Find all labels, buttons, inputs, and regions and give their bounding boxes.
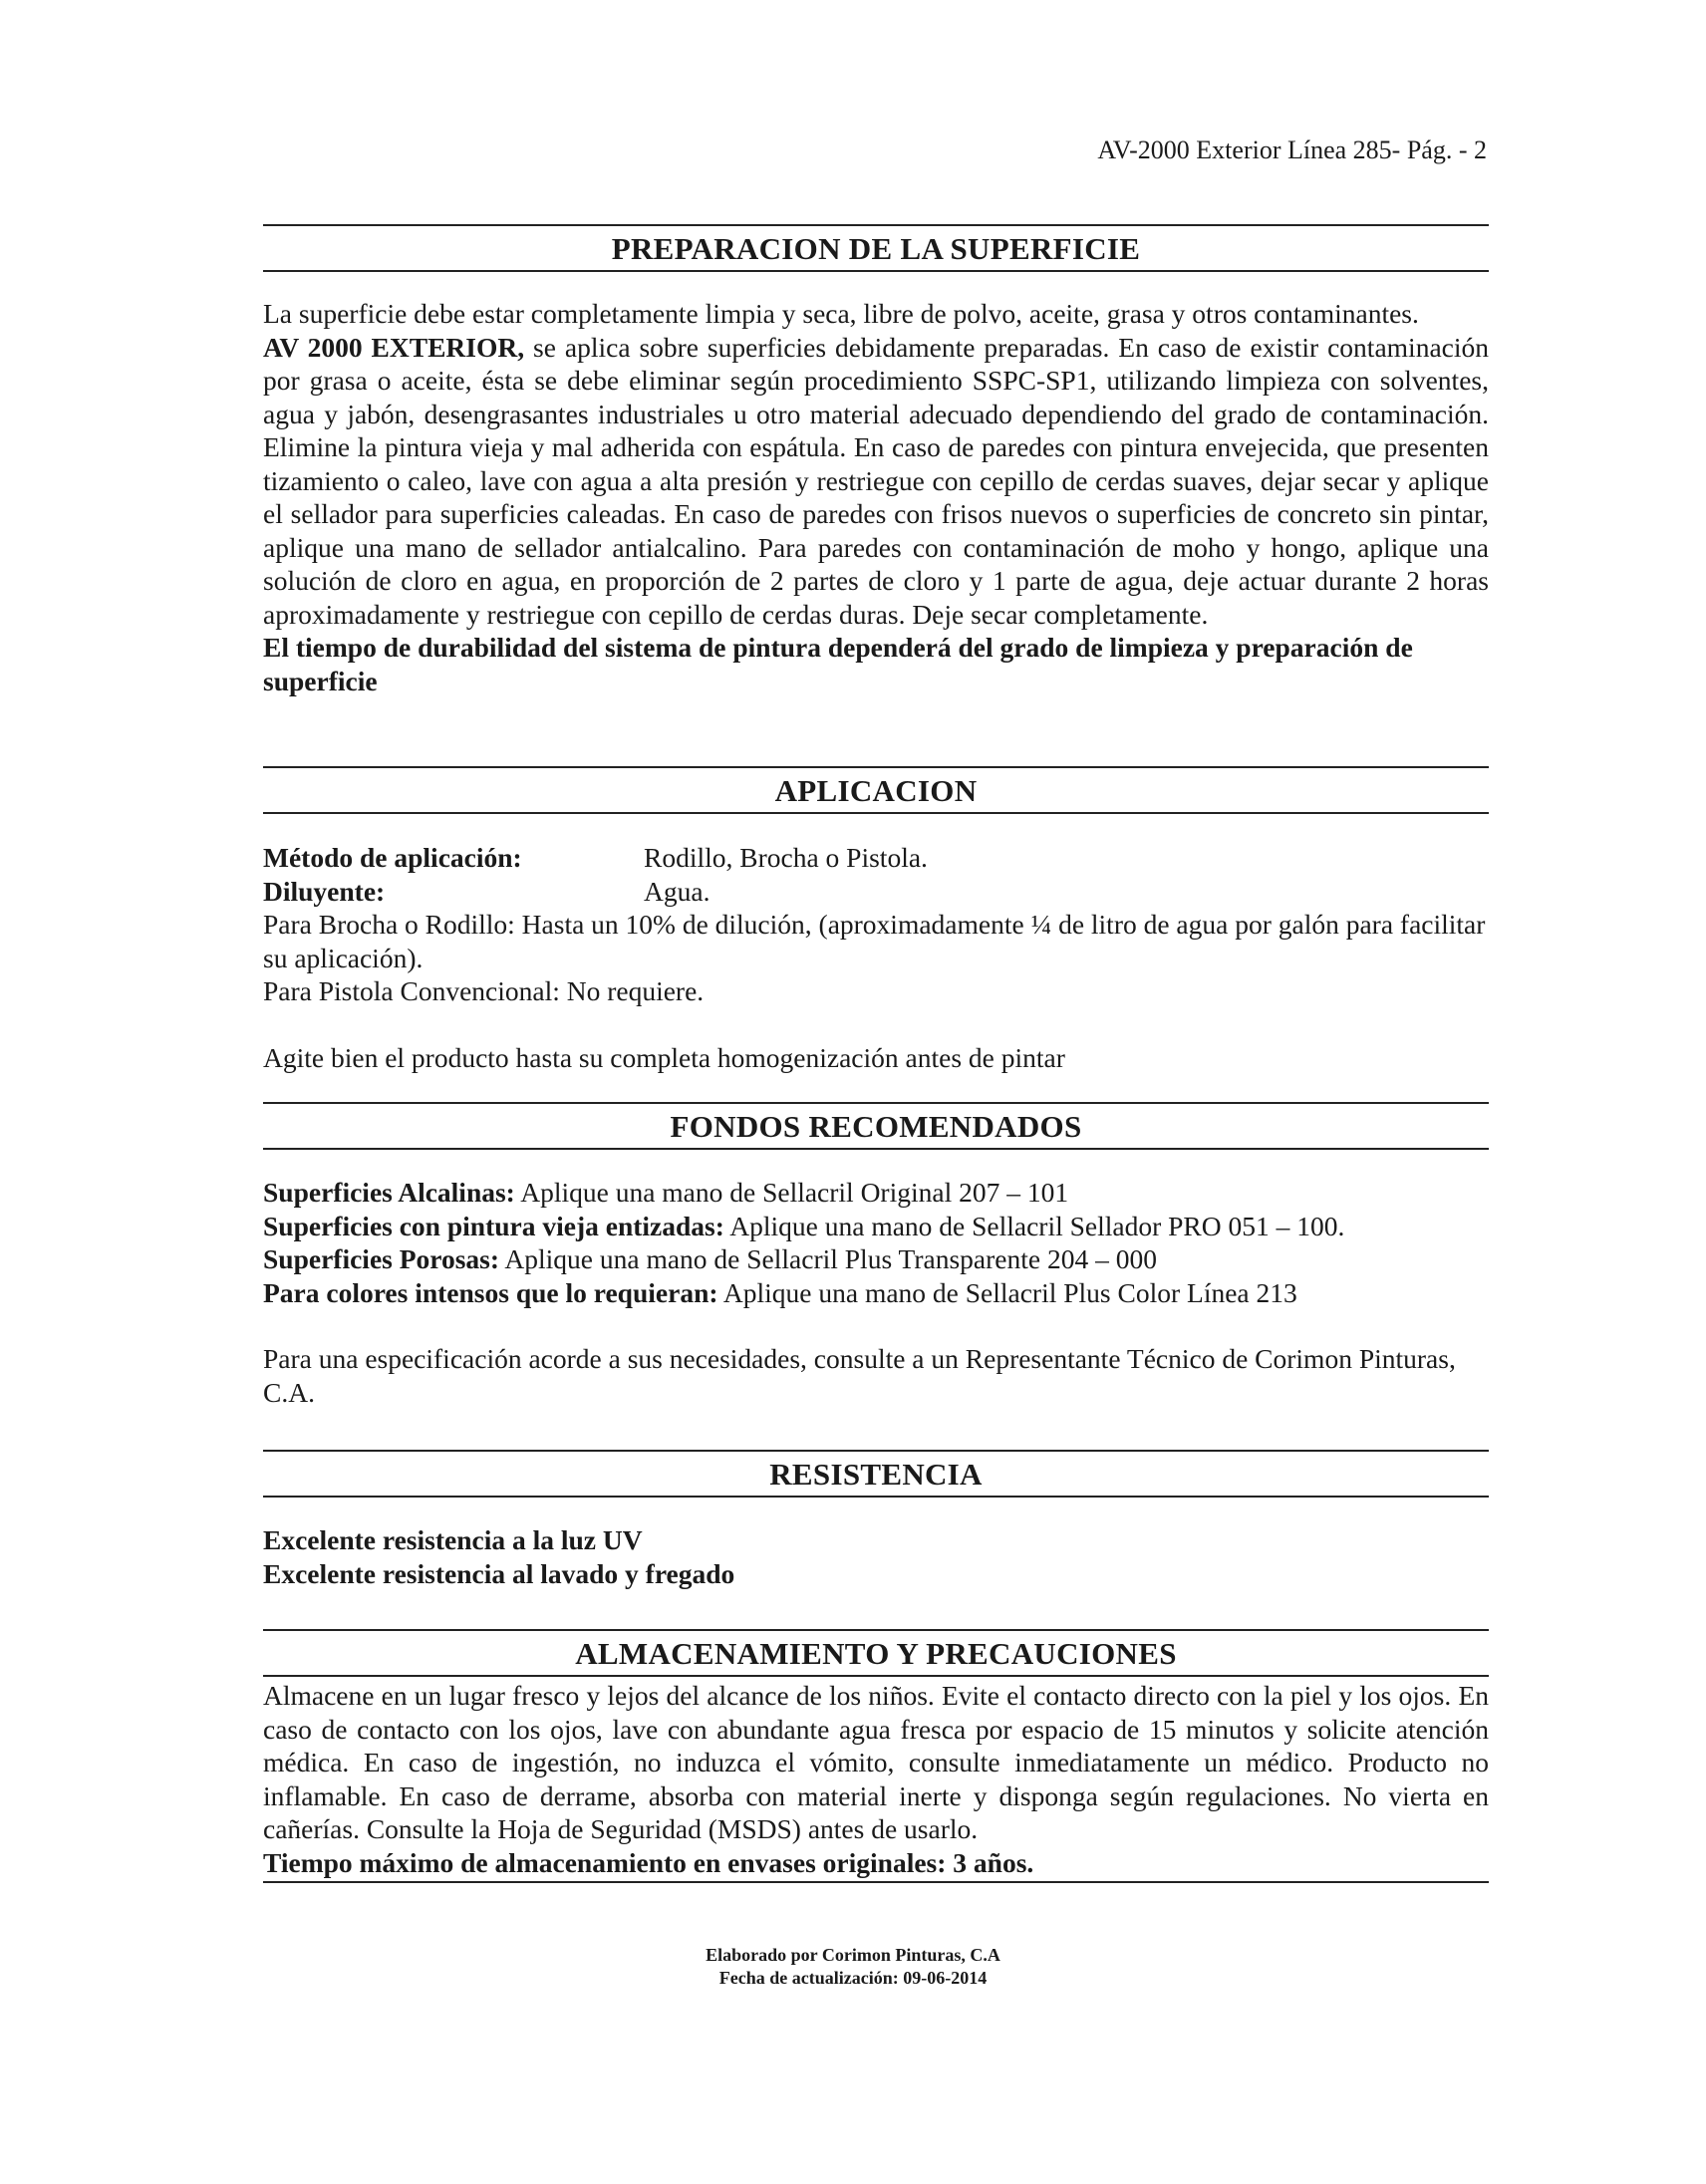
brush-roller-text: Para Brocha o Rodillo: Hasta un 10% de dilución, (aproximadamente ¼ de litro de agua por galón para facilitar su aplicación). xyxy=(263,909,1486,973)
shelf-life: Tiempo máximo de almacenamiento en envases originales: 3 años. xyxy=(263,1846,1034,1878)
method-row xyxy=(263,841,1489,875)
section-title-preparacion: PREPARACION DE LA SUPERFICIE xyxy=(263,224,1489,272)
thinner-row xyxy=(263,875,1489,909)
section-title-aplicacion: APLICACION xyxy=(263,766,1489,814)
fondos-item xyxy=(263,1176,1489,1210)
section-title-fondos: FONDOS RECOMENDADOS xyxy=(263,1102,1489,1150)
section-resistencia xyxy=(263,1450,1489,1590)
fondos-item-text: Aplique una mano de Sellacril Plus Color Línea 213 xyxy=(717,1276,1297,1308)
thinner-value: Agua. xyxy=(644,875,711,907)
method-label: Método de aplicación: xyxy=(263,842,522,873)
preparacion-text: se aplica sobre superficies debidamente preparadas. En caso de existir contaminación por grasa o aceite, ésta se debe eliminar según procedimiento SSPC-SP1, utilizando limpieza con solventes, agua y jabón, desengrasantes industriales u otro material adecuado dependiendo del grado de contaminación. Elimine la pintura vieja y mal adherida con espátula. En caso de paredes con pintura envejecida, que presenten tizamiento o caleo, lave con agua a alta presión y restriegue con cepillo de cerdas suaves, dejar secar y aplique el sellador para superficies caleadas. En caso de paredes con frisos nuevos o superficies de concreto sin pintar, aplique una mano de sellador antialcalino. Para paredes con contaminación de moho y hongo, aplique una solución de cloro en agua, en proporción de 2 partes de cloro y 1 parte de agua, deje actuar durante 2 horas aproximadamente y restriegue con cepillo de cerdas duras. Deje secar completamente. xyxy=(263,331,1489,630)
resistencia-item: Excelente resistencia al lavado y fregado xyxy=(263,1557,735,1589)
almacenamiento-text: Almacene en un lugar fresco y lejos del alcance de los niños. Evite el contacto directo con la piel y los ojos. En caso de contacto con los ojos, lave con abundante agua fresca por espacio de 15 minutos y solicite atención médica. En caso de ingestión, no induzca el vómito, consulte inmediatamente un médico. Producto no inflamable. En caso de derrame, absorba con material inerte y disponga según regulaciones. No vierta en cañerías. Consulte la Hoja de Seguridad (MSDS) antes de usarlo. xyxy=(263,1680,1489,1844)
fondos-item-text: Aplique una mano de Sellacril Sellador PRO 051 – 100. xyxy=(723,1210,1345,1241)
preparacion-paragraph xyxy=(263,331,1489,632)
product-name: AV 2000 EXTERIOR, xyxy=(263,331,525,363)
fondos-item-label: Para colores intensos que lo requieran: xyxy=(263,1276,718,1308)
fondos-consult: Para una especificación acorde a sus necesidades, consulte a un Representante Técnico de Corimon Pinturas, C.A. xyxy=(263,1343,1456,1408)
fondos-item-text: Aplique una mano de Sellacril Plus Transparente 204 – 000 xyxy=(499,1243,1157,1274)
method-value: Rodillo, Brocha o Pistola. xyxy=(644,842,928,873)
footer xyxy=(0,1944,1706,1990)
section-fondos xyxy=(263,1102,1489,1409)
resistencia-item: Excelente resistencia a la luz UV xyxy=(263,1524,643,1555)
fondos-item-label: Superficies con pintura vieja entizadas: xyxy=(263,1210,724,1241)
footer-author: Elaborado por Corimon Pinturas, C.A xyxy=(706,1945,1000,1965)
stir-text: Agite bien el producto hasta su completa homogenización antes de pintar xyxy=(263,1041,1065,1073)
footer-date: Fecha de actualización: 09-06-2014 xyxy=(718,1968,988,1988)
thinner-label: Diluyente: xyxy=(263,875,386,907)
fondos-item xyxy=(263,1242,1489,1276)
preparacion-note: El tiempo de durabilidad del sistema de pintura dependerá del grado de limpieza y preparación de superficie xyxy=(263,632,1413,696)
fondos-item xyxy=(263,1276,1489,1310)
fondos-item-label: Superficies Porosas: xyxy=(263,1243,500,1274)
aplicacion-body xyxy=(263,841,1489,1074)
preparacion-body xyxy=(263,297,1489,697)
section-preparacion xyxy=(263,224,1489,697)
spray-text: Para Pistola Convencional: No requiere. xyxy=(263,975,705,1006)
section-title-resistencia: RESISTENCIA xyxy=(263,1450,1489,1498)
section-title-almacenamiento: ALMACENAMIENTO Y PRECAUCIONES xyxy=(263,1629,1489,1677)
bottom-rule xyxy=(263,1881,1489,1883)
section-almacenamiento xyxy=(263,1629,1489,1883)
fondos-item-text: Aplique una mano de Sellacril Original 207 – 101 xyxy=(514,1177,1069,1208)
almacenamiento-body xyxy=(263,1679,1489,1879)
fondos-item xyxy=(263,1210,1489,1243)
section-aplicacion xyxy=(263,766,1489,1074)
preparacion-line1: La superficie debe estar completamente limpia y seca, libre de polvo, aceite, grasa y otros contaminantes. xyxy=(263,298,1419,329)
fondos-item-label: Superficies Alcalinas: xyxy=(263,1177,515,1208)
resistencia-body xyxy=(263,1523,1489,1590)
fondos-body xyxy=(263,1176,1489,1409)
running-header: AV-2000 Exterior Línea 285- Pág. - 2 xyxy=(1097,136,1487,164)
